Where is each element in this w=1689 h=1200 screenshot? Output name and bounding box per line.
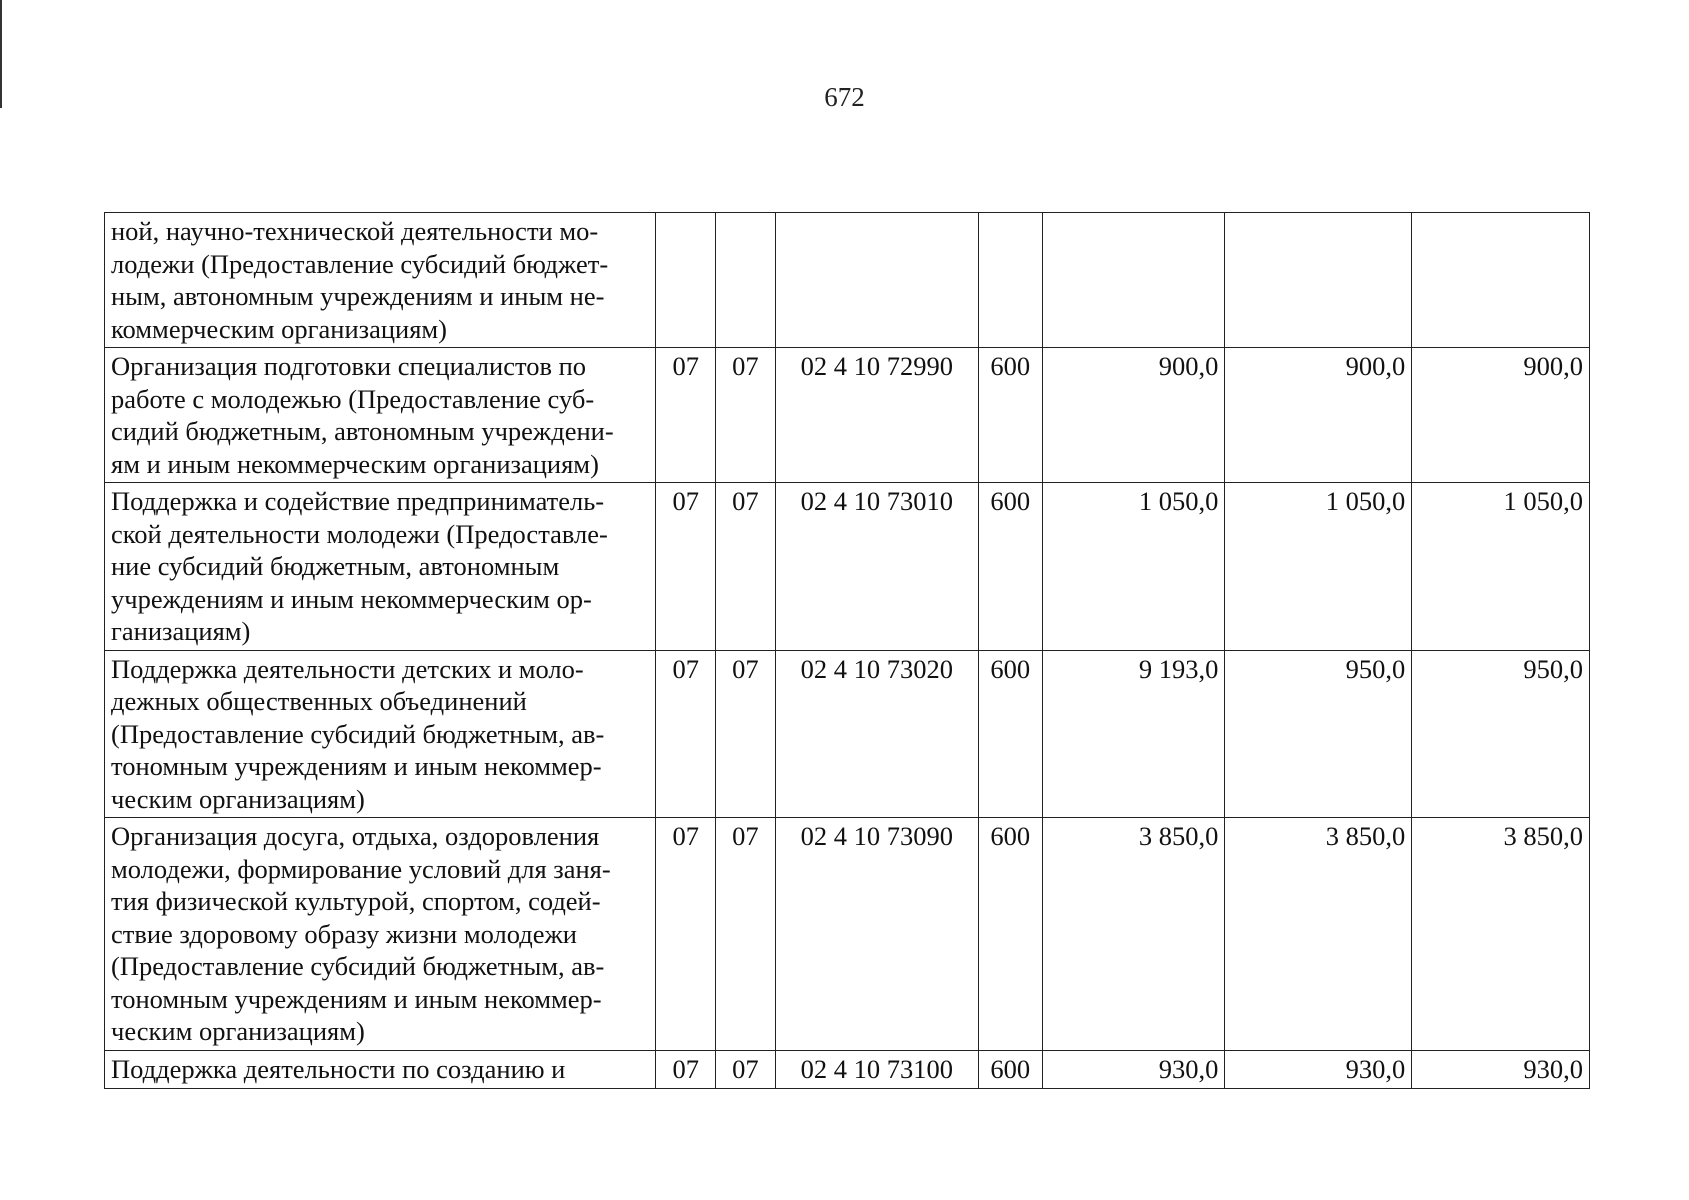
cell-section: 07 xyxy=(656,818,716,1051)
cell-amount-1: 1 050,0 xyxy=(1042,483,1225,651)
page-number: 672 xyxy=(824,82,865,112)
cell-amount-2: 950,0 xyxy=(1225,650,1412,818)
cell-target-article: 02 4 10 72990 xyxy=(775,348,978,483)
cell-expense-type xyxy=(978,213,1042,348)
cell-section: 07 xyxy=(656,348,716,483)
cell-amount-3: 1 050,0 xyxy=(1412,483,1590,651)
cell-amount-1: 930,0 xyxy=(1042,1050,1225,1088)
cell-amount-1: 9 193,0 xyxy=(1042,650,1225,818)
cell-target-article: 02 4 10 73090 xyxy=(775,818,978,1051)
cell-amount-2: 3 850,0 xyxy=(1225,818,1412,1051)
row-description: Поддержка и содействие предприниматель- ской деятельности молодежи (Предоставле- ние субсидий бюджетным, автономным учреждениям и иным некоммерческим ор- ганизациям) xyxy=(105,483,656,651)
cell-subsection: 07 xyxy=(716,1050,776,1088)
cell-target-article: 02 4 10 73100 xyxy=(775,1050,978,1088)
cell-amount-3 xyxy=(1412,213,1590,348)
table-row xyxy=(105,348,1590,483)
cell-amount-1 xyxy=(1042,213,1225,348)
cell-amount-1: 900,0 xyxy=(1042,348,1225,483)
cell-subsection: 07 xyxy=(716,818,776,1051)
cell-expense-type: 600 xyxy=(978,483,1042,651)
cell-expense-type: 600 xyxy=(978,1050,1042,1088)
cell-amount-2 xyxy=(1225,213,1412,348)
table-row xyxy=(105,483,1590,651)
cell-amount-1: 3 850,0 xyxy=(1042,818,1225,1051)
cell-target-article xyxy=(775,213,978,348)
cell-amount-3: 950,0 xyxy=(1412,650,1590,818)
cell-expense-type: 600 xyxy=(978,818,1042,1051)
cell-amount-3: 3 850,0 xyxy=(1412,818,1590,1051)
row-description: ной, научно-технической деятельности мо- лодежи (Предоставление субсидий бюджет- ным, автономным учреждениям и иным не- коммерческим организациям) xyxy=(105,213,656,348)
budget-table xyxy=(104,212,1590,1089)
cell-target-article: 02 4 10 73010 xyxy=(775,483,978,651)
cell-subsection: 07 xyxy=(716,483,776,651)
row-description: Поддержка деятельности детских и моло- дежных общественных объединений (Предоставление субсидий бюджетным, ав- тономным учреждениям и иным некоммер- ческим организациям) xyxy=(105,650,656,818)
cell-subsection: 07 xyxy=(716,650,776,818)
cell-amount-2: 1 050,0 xyxy=(1225,483,1412,651)
cell-amount-3: 930,0 xyxy=(1412,1050,1590,1088)
cell-expense-type: 600 xyxy=(978,650,1042,818)
row-description: Организация подготовки специалистов по работе с молодежью (Предоставление суб- сидий бюджетным, автономным учреждени- ям и иным некоммерческим организациям) xyxy=(105,348,656,483)
cell-section: 07 xyxy=(656,483,716,651)
cell-amount-2: 930,0 xyxy=(1225,1050,1412,1088)
row-description: Поддержка деятельности по созданию и xyxy=(105,1050,656,1088)
cell-amount-3: 900,0 xyxy=(1412,348,1590,483)
cell-section xyxy=(656,213,716,348)
cell-expense-type: 600 xyxy=(978,348,1042,483)
table-row xyxy=(105,1050,1590,1088)
cell-subsection xyxy=(716,213,776,348)
cell-target-article: 02 4 10 73020 xyxy=(775,650,978,818)
row-description: Организация досуга, отдыха, оздоровления молодежи, формирование условий для заня- тия физической культурой, спортом, содей- ствие здоровому образу жизни молодежи (Предоставление субсидий бюджетным, ав- тономным учреждениям и иным некоммер- ческим организациям) xyxy=(105,818,656,1051)
table-row xyxy=(105,213,1590,348)
cell-subsection: 07 xyxy=(716,348,776,483)
cell-section: 07 xyxy=(656,650,716,818)
table-row xyxy=(105,818,1590,1051)
table-row xyxy=(105,650,1590,818)
cell-amount-2: 900,0 xyxy=(1225,348,1412,483)
cell-section: 07 xyxy=(656,1050,716,1088)
